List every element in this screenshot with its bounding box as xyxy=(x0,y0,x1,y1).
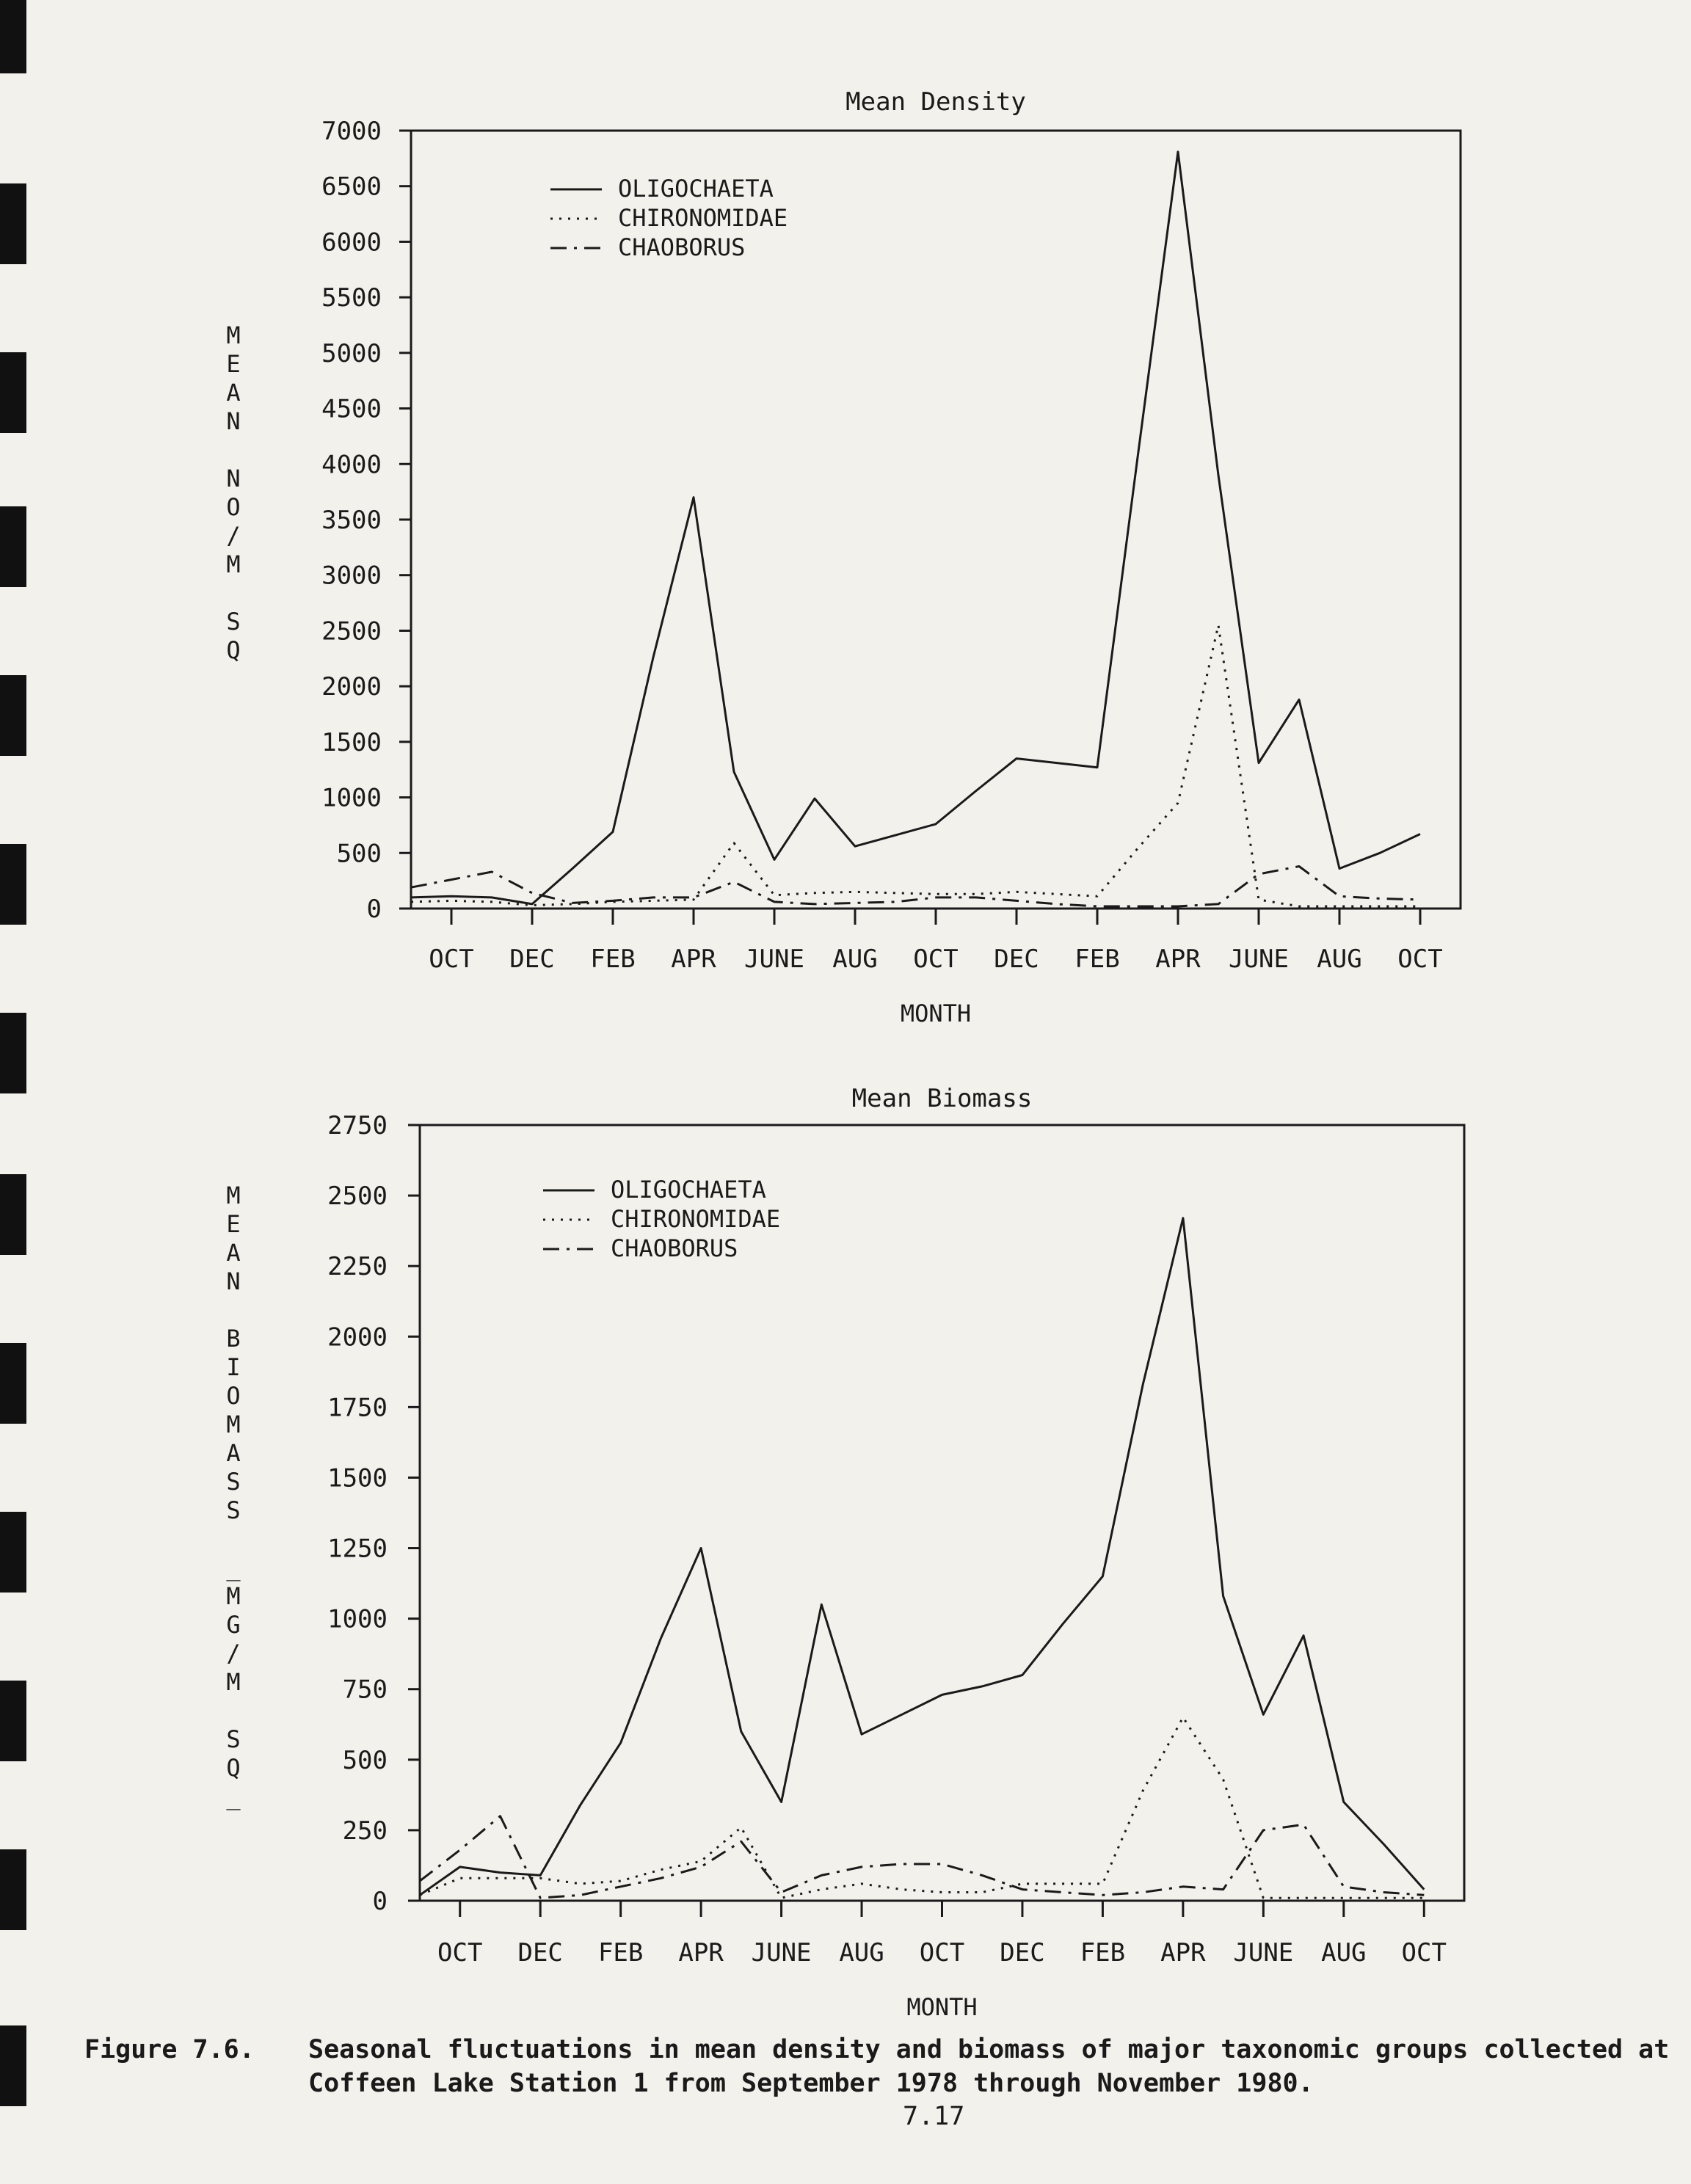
y-axis-letter: O xyxy=(226,493,241,521)
x-tick-label: AUG xyxy=(832,944,878,974)
x-tick-label: AUG xyxy=(839,1938,884,1968)
x-tick-label: APR xyxy=(671,944,716,974)
x-tick-label: OCT xyxy=(437,1938,483,1968)
x-tick-label: OCT xyxy=(913,944,959,974)
figure-caption-text: Seasonal fluctuations in mean density and biomass of major taxonomic groups collected at Coffeen Lake Station 1 from September 1978 through November 1980. xyxy=(308,2035,1670,2098)
y-tick-label: 5000 xyxy=(321,338,382,368)
x-axis-title: MONTH xyxy=(906,1993,978,2021)
x-tick-label: AUG xyxy=(1317,944,1362,974)
y-tick-label: 2000 xyxy=(327,1322,388,1353)
y-tick-label: 3000 xyxy=(321,561,382,591)
x-tick-label: JUNE xyxy=(744,944,804,974)
x-tick-label: APR xyxy=(1160,1938,1206,1968)
y-tick-label: 3500 xyxy=(321,506,382,535)
x-tick-label: JUNE xyxy=(1229,944,1289,974)
y-axis-letter: M xyxy=(226,1410,241,1438)
y-tick-label: 4500 xyxy=(321,394,382,424)
y-axis-letter: S xyxy=(226,1725,241,1753)
series-line-oligochaeta xyxy=(420,1218,1424,1896)
figure-label: Figure 7.6. xyxy=(84,2035,255,2064)
y-axis-letter: E xyxy=(226,350,241,378)
x-tick-label: DEC xyxy=(1000,1938,1045,1968)
y-axis-letter: _ xyxy=(226,1783,241,1810)
y-tick-label: 6500 xyxy=(321,172,382,202)
y-tick-label: 1500 xyxy=(327,1463,388,1493)
y-tick-label: 5500 xyxy=(321,283,382,313)
y-tick-label: 2500 xyxy=(327,1182,388,1212)
y-tick-label: 4000 xyxy=(321,450,382,480)
y-axis-letter: N xyxy=(226,1267,241,1295)
y-axis-letter: / xyxy=(226,522,241,550)
x-tick-label: FEB xyxy=(1080,1938,1126,1968)
x-tick-label: FEB xyxy=(590,944,636,974)
y-axis-letter: I xyxy=(226,1353,241,1381)
plot-frame xyxy=(420,1125,1464,1901)
legend-label: OLIGOCHAETA xyxy=(618,175,774,203)
x-tick-label: APR xyxy=(1155,944,1201,974)
y-tick-label: 1500 xyxy=(321,727,382,757)
x-tick-label: OCT xyxy=(919,1938,965,1968)
x-tick-label: OCT xyxy=(1397,944,1443,974)
y-tick-label: 0 xyxy=(372,1887,388,1916)
legend-label: CHAOBORUS xyxy=(618,233,746,261)
x-axis-title: MONTH xyxy=(900,1000,972,1027)
y-axis-letter: A xyxy=(226,1239,241,1267)
y-axis-letter: G xyxy=(226,1611,241,1639)
x-tick-label: OCT xyxy=(1401,1938,1447,1968)
y-tick-label: 2250 xyxy=(327,1252,388,1282)
legend-label: CHAOBORUS xyxy=(611,1234,738,1262)
x-tick-label: APR xyxy=(678,1938,724,1968)
y-tick-label: 1250 xyxy=(327,1534,388,1564)
y-axis-letter: / xyxy=(226,1639,241,1667)
y-tick-label: 7000 xyxy=(321,117,382,146)
y-axis-letter: N xyxy=(226,407,241,435)
x-tick-label: AUG xyxy=(1321,1938,1367,1968)
x-tick-label: JUNE xyxy=(751,1938,812,1968)
biomass-chart xyxy=(226,1084,1464,2021)
page-number: 7.17 xyxy=(903,2102,965,2131)
series-line-oligochaeta xyxy=(411,152,1420,904)
chart-title: Mean Biomass xyxy=(851,1084,1033,1113)
x-tick-label: OCT xyxy=(429,944,474,974)
y-axis-letter: N xyxy=(226,465,241,492)
y-axis-letter: E xyxy=(226,1210,241,1238)
y-tick-label: 1000 xyxy=(321,783,382,813)
x-tick-label: DEC xyxy=(517,1938,563,1968)
legend-label: CHIRONOMIDAE xyxy=(618,204,788,232)
y-tick-label: 6000 xyxy=(321,228,382,258)
series-line-chaoborus xyxy=(411,867,1420,907)
y-axis-letter: O xyxy=(226,1382,241,1410)
y-axis-letter: Q xyxy=(226,1754,241,1782)
series-line-chaoborus xyxy=(420,1816,1424,1899)
x-tick-label: FEB xyxy=(1074,944,1120,974)
density-chart xyxy=(226,87,1461,1027)
x-tick-label: JUNE xyxy=(1233,1938,1294,1968)
y-tick-label: 500 xyxy=(336,839,382,869)
legend-label: CHIRONOMIDAE xyxy=(611,1205,781,1233)
x-tick-label: DEC xyxy=(509,944,555,974)
y-axis-letter: A xyxy=(226,1439,241,1467)
y-axis-letter: S xyxy=(226,1468,241,1496)
y-tick-label: 2750 xyxy=(327,1111,388,1140)
chart-title: Mean Density xyxy=(846,87,1026,117)
y-axis-letter: S xyxy=(226,608,241,636)
y-axis-letter: S xyxy=(226,1496,241,1524)
y-tick-label: 2000 xyxy=(321,672,382,702)
y-axis-letter: M xyxy=(226,1668,241,1696)
y-tick-label: 1750 xyxy=(327,1393,388,1423)
y-axis-letter: M xyxy=(226,550,241,578)
y-tick-label: 0 xyxy=(366,895,382,924)
y-tick-label: 2500 xyxy=(321,616,382,647)
y-axis-letter: B xyxy=(226,1325,241,1353)
y-tick-label: 1000 xyxy=(327,1604,388,1634)
series-line-chironomidae xyxy=(411,625,1420,906)
x-tick-label: FEB xyxy=(597,1938,644,1968)
y-axis-letter: M xyxy=(226,1582,241,1610)
y-tick-label: 500 xyxy=(342,1745,388,1775)
y-tick-label: 750 xyxy=(342,1675,388,1705)
y-axis-letter: M xyxy=(226,1182,241,1209)
y-axis-letter: M xyxy=(226,321,241,349)
y-tick-label: 250 xyxy=(342,1816,388,1846)
series-line-chironomidae xyxy=(420,1717,1424,1898)
y-axis-letter: A xyxy=(226,379,241,407)
x-tick-label: DEC xyxy=(994,944,1039,974)
y-axis-letter: Q xyxy=(226,636,241,664)
plot-frame xyxy=(411,131,1461,909)
legend-label: OLIGOCHAETA xyxy=(611,1176,766,1204)
y-axis-letter: _ xyxy=(226,1554,241,1581)
